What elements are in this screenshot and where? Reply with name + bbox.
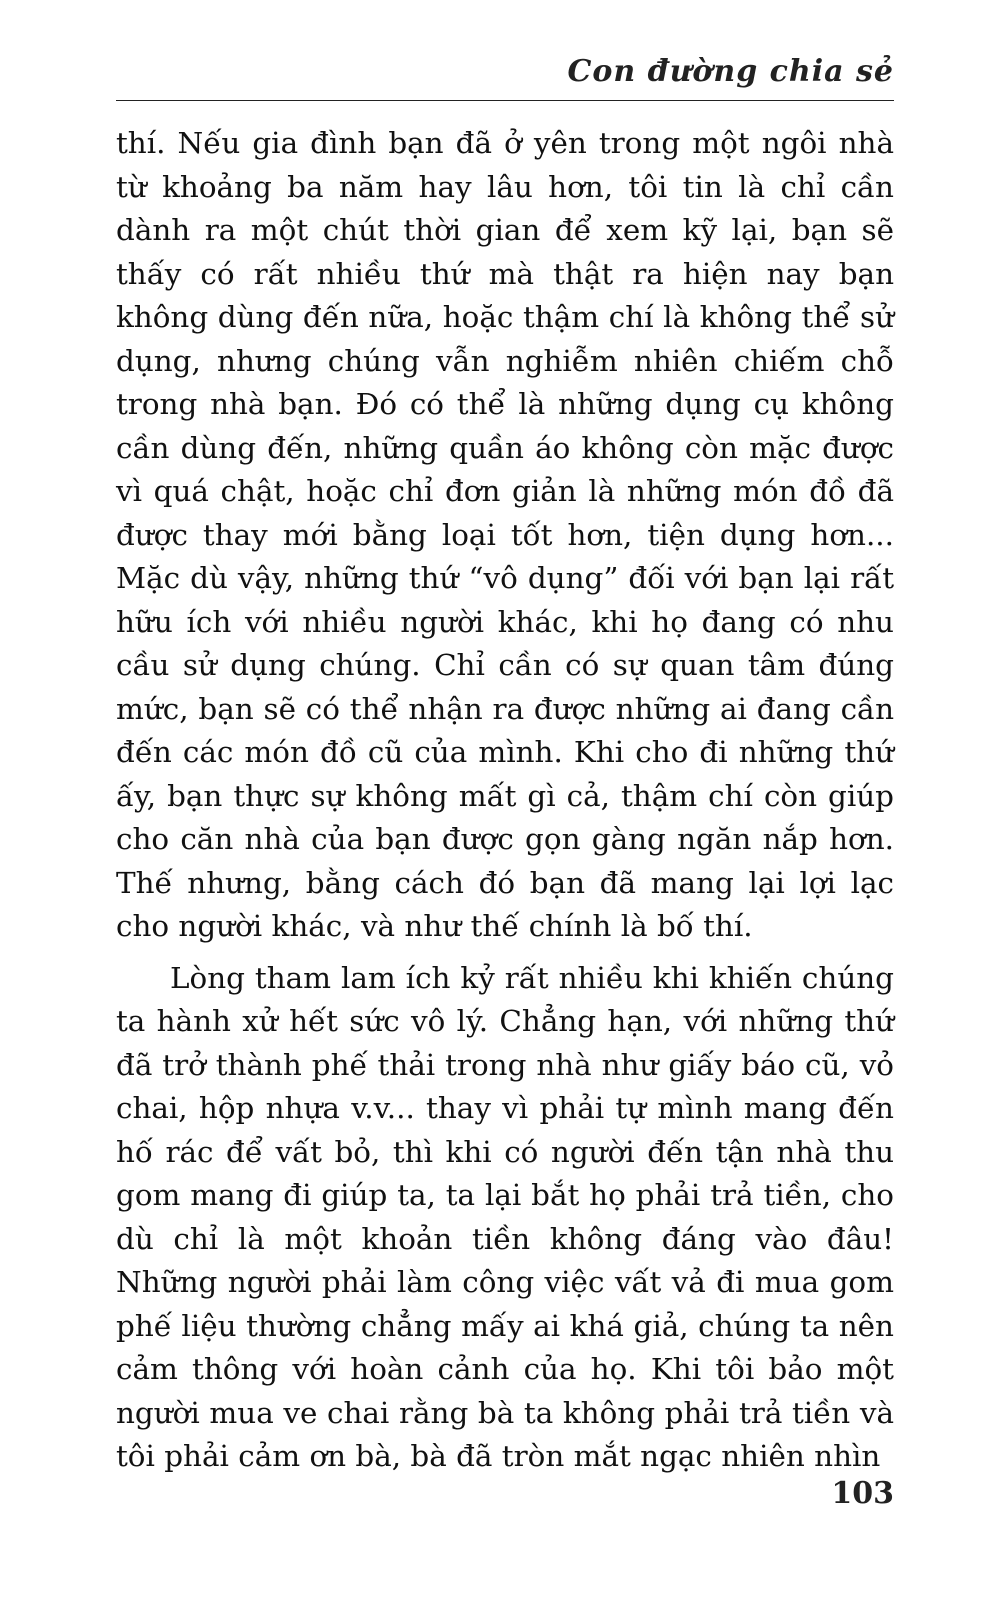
paragraph-2: Lòng tham lam ích kỷ rất nhiều khi khiến chúng ta hành xử hết sức vô lý. Chẳng hạn, với những thứ đã trở thành phế thải trong nhà như giấy báo cũ, vỏ chai, hộp nhựa v.v... thay vì phải tự mình mang đến hố rác để vất bỏ, thì khi có người đến tận nhà thu gom mang đi giúp ta, ta lại bắt họ phải trả tiền, cho dù chỉ là một khoản tiền không đáng vào đâu! Những người phải làm công việc vất vả đi mua gom phế liệu thường chẳng mấy ai khá giả, chúng ta nên cảm thông với hoàn cảnh của họ. Khi tôi bảo một người mua ve chai rằng bà ta không phải trả tiền và tôi phải cảm ơn bà, bà đã tròn mắt ngạc nhiên nhìn bbox=[116, 960, 894, 1473]
paragraph-1: thí. Nếu gia đình bạn đã ở yên trong một ngôi nhà từ khoảng ba năm hay lâu hơn, tôi tin là chỉ cần dành ra một chút thời gian để xem kỹ lại, bạn sẽ thấy có rất nhiều thứ mà thật ra hiện nay bạn không dùng đến nữa, hoặc thậm chí là không thể sử dụng, nhưng chúng vẫn nghiễm nhiên chiếm chỗ trong nhà bạn. Đó có thể là những dụng cụ không cần dùng đến, những quần áo không còn mặc được vì quá chật, hoặc chỉ đơn giản là những món đồ đã được thay mới bằng loại tốt hơn, tiện dụng hơn... Mặc dù vậy, những thứ “vô dụng” đối với bạn lại rất hữu ích với nhiều người khác, khi họ đang có nhu cầu sử dụng chúng. Chỉ cần có sự quan tâm đúng mức, bạn sẽ có thể nhận ra được những ai đang cần đến các món đồ cũ của mình. Khi cho đi những thứ ấy, bạn thực sự không mất gì cả, thậm chí còn giúp cho căn nhà của bạn được gọn gàng ngăn nắp hơn. Thế nhưng, bằng cách đó bạn đã mang lại lợi lạc cho người khác, và như thế chính là bố thí. bbox=[116, 126, 894, 943]
page-number: 103 bbox=[831, 1476, 894, 1511]
page-header bbox=[116, 50, 894, 101]
body-text bbox=[116, 122, 894, 1479]
running-title: Con đường chia sẻ bbox=[567, 54, 894, 89]
